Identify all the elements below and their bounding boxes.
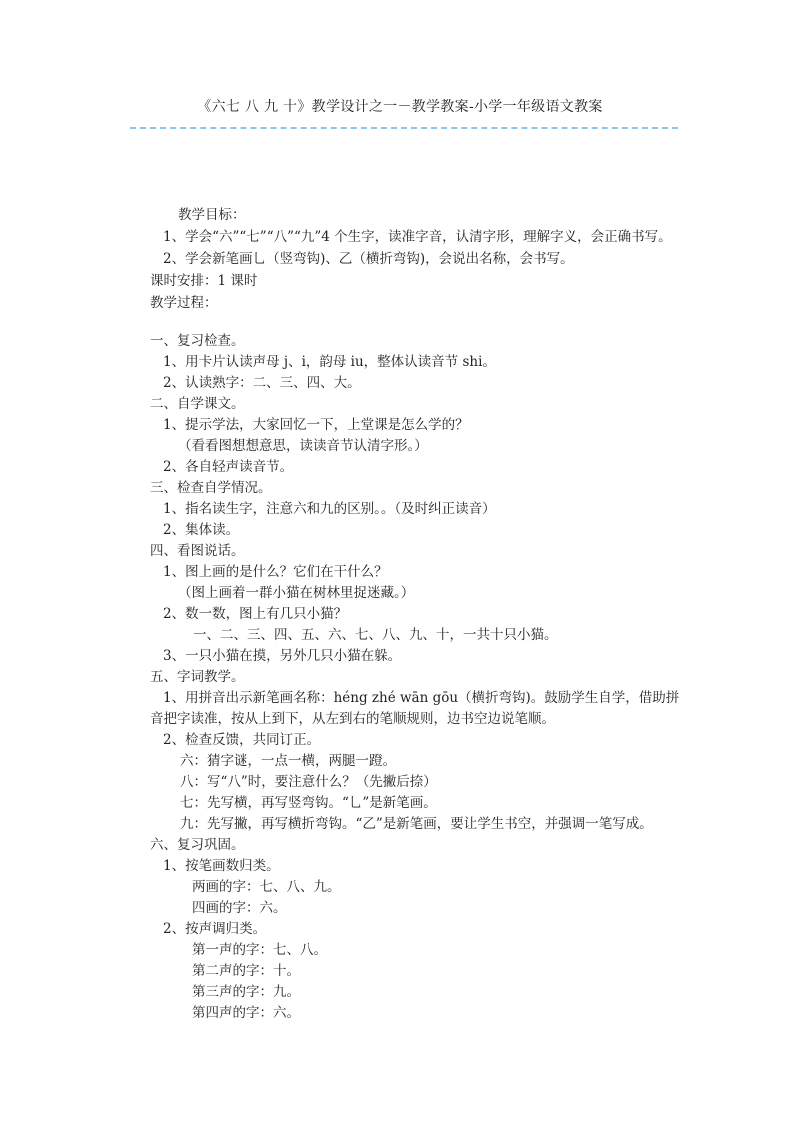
- section-heading: 六、复习巩固。: [150, 837, 245, 853]
- character-note: 八：写“八”时，要注意什么？（先撇后捺）: [180, 774, 437, 790]
- list-item: 2、检查反馈，共同订正。: [163, 732, 321, 748]
- section-heading: 二、自学课文。: [150, 396, 245, 412]
- objective-item: 1、学会“六”“七”“八”“九”4 个生字，读准字音，认清字形，理解字义，会正确书写。: [163, 229, 672, 245]
- section-heading: 四、看图说话。: [150, 543, 245, 559]
- list-item-continuation: 音把字读准，按从上到下，从左到右的笔顺规则，边书空边说笔顺。: [150, 711, 555, 727]
- stroke-group: 两画的字：七、八、九。: [192, 879, 341, 895]
- title-divider: [130, 127, 678, 129]
- objective-item: 2、学会新笔画乚（竖弯钩)、乙（横折弯钩)，会说出名称，会书写。: [163, 251, 574, 267]
- list-item: 1、用卡片认读声母 j、i，韵母 iu，整体认读音节 shi。: [163, 354, 496, 370]
- tone-group: 第四声的字：六。: [192, 1005, 300, 1021]
- character-note: 六：猜字谜，一点一横，两腿一蹬。: [180, 753, 396, 769]
- list-item: 2、认读熟字：二、三、四、大。: [163, 375, 361, 391]
- counting-line: 一、二、三、四、五、六、七、八、九、十，一共十只小猫。: [193, 627, 558, 643]
- list-item: 3、一只小猫在摸，另外几只小猫在躲。: [163, 648, 402, 664]
- stroke-group: 四画的字：六。: [192, 900, 287, 916]
- section-heading: 五、字词教学。: [150, 669, 245, 685]
- character-note: 七：先写横，再写竖弯钩。“乚”是新笔画。: [180, 795, 437, 811]
- list-item: 2、各自轻声读音节。: [163, 459, 294, 475]
- section-heading: 三、检查自学情况。: [150, 480, 272, 496]
- character-note: 九：先写撇，再写横折弯钩。“乙”是新笔画，要让学生书空，并强调一笔写成。: [180, 816, 653, 832]
- tone-group: 第三声的字：九。: [192, 984, 300, 1000]
- tone-group: 第二声的字：十。: [192, 963, 300, 979]
- list-item: 1、用拼音出示新笔画名称：héng zhé wān gōu（横折弯钩)。鼓励学生自学，借助拼: [163, 690, 680, 706]
- list-item: 1、指名读生字，注意六和九的区别。。（及时纠正读音）: [163, 501, 496, 517]
- list-note: （图上画着一群小猫在树林里捉迷藏。）: [178, 585, 415, 601]
- process-label: 教学过程：: [150, 295, 218, 311]
- objectives-label: 教学目标：: [178, 207, 246, 223]
- schedule-line: 课时安排：1 课时: [150, 273, 258, 289]
- tone-group: 第一声的字：七、八。: [192, 942, 327, 958]
- section-heading: 一、复习检查。: [150, 333, 245, 349]
- list-item: 2、集体读。: [163, 522, 240, 538]
- list-item: 2、按声调归类。: [163, 921, 267, 937]
- list-item: 1、按笔画数归类。: [163, 858, 280, 874]
- list-note: （看看图想想意思，读读音节认清字形。）: [178, 438, 428, 454]
- list-item: 1、提示学法，大家回忆一下，上堂课是怎么学的？: [163, 417, 469, 433]
- page-title: 《六七 八 九 十》教学设计之一－教学教案-小学一年级语文教案: [197, 99, 603, 115]
- list-item: 1、图上画的是什么？它们在干什么？: [163, 564, 388, 580]
- list-item: 2、数一数，图上有几只小猫？: [163, 606, 348, 622]
